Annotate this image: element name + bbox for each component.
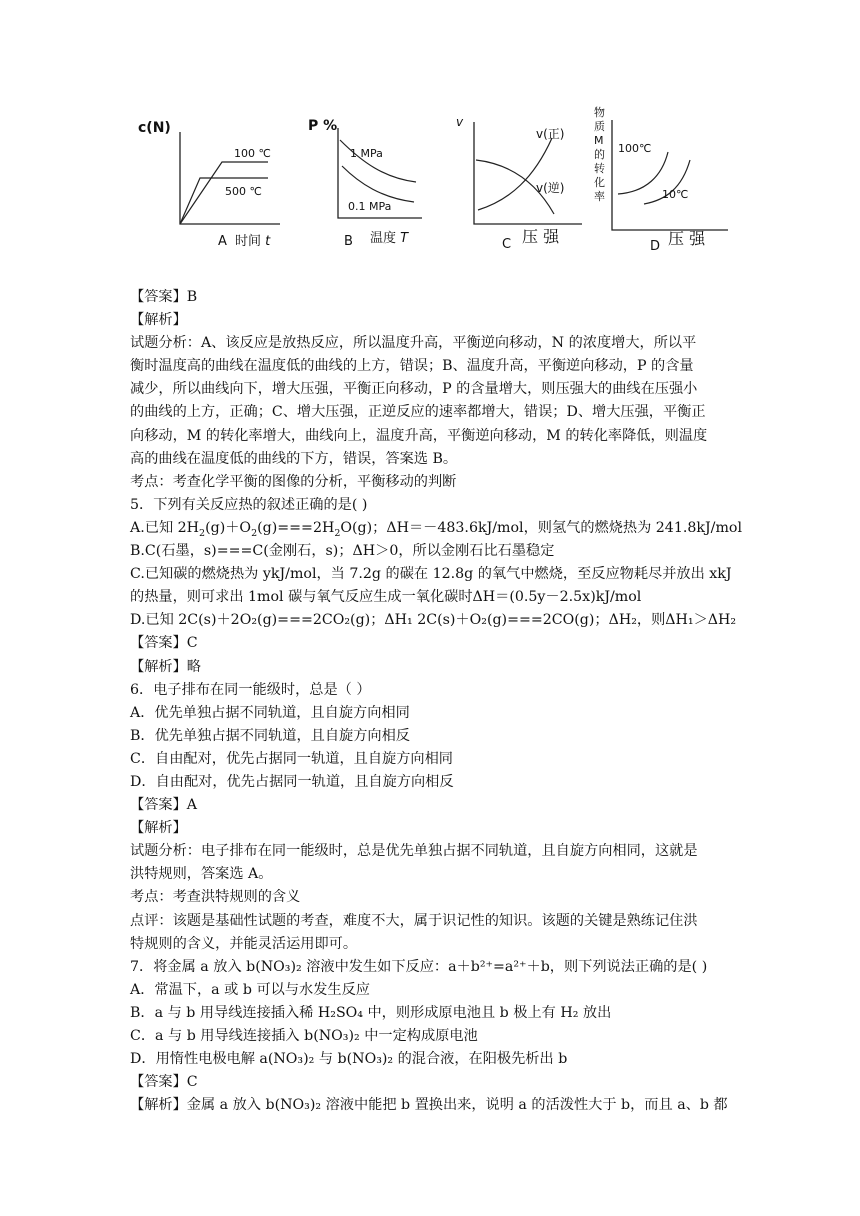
graph-c-ylabel: v xyxy=(456,115,464,129)
graph-a-xlabel xyxy=(235,233,271,249)
figure-row xyxy=(130,102,730,254)
graph-d-label-b: 10℃ xyxy=(662,188,689,201)
graph-b xyxy=(302,102,432,254)
answer-line: 【答案】C xyxy=(130,635,198,652)
q7-option-d: D．用惰性电极电解 a(NO₃)₂ 与 b(NO₃)₂ 的混合液，在阳极先析出 b xyxy=(130,1051,568,1068)
graph-a-letter: A xyxy=(218,234,227,249)
graph-b-xlabel xyxy=(370,230,409,246)
q6-option-d: D．自由配对，优先占据同一轨道，且自旋方向相反 xyxy=(130,773,454,790)
q5a-sub: 2 xyxy=(334,527,341,539)
q6-option-b: B．优先单独占据不同轨道，且自旋方向相反 xyxy=(130,727,410,744)
comment: 点评：该题是基础性试题的考查，难度不大，属于识记性的知识。该题的关键是熟练记住洪 xyxy=(130,912,698,929)
graph-a-xlabel-text: 时间 xyxy=(235,234,262,249)
graph-d-letter: D xyxy=(650,239,661,254)
q5-option-c: C.已知碳的燃烧热为 ykJ/mol，当 7.2g 的碳在 12.8g 的氧气中燃烧，至反应物耗尽并放出 xkJ xyxy=(130,566,732,583)
graph-c xyxy=(450,102,590,254)
analysis-text: 高的曲线在温度低的曲线的下方，错误，答案选 B。 xyxy=(130,450,458,467)
graph-d-ylabel: 物质 M 的转化率 xyxy=(594,106,605,203)
graph-d-xlabel: 压 强 xyxy=(668,229,706,248)
answer-line: 【答案】A xyxy=(130,797,197,814)
curve-0-1mpa xyxy=(342,166,414,202)
graph-d-label-a: 100℃ xyxy=(618,142,652,155)
q7-option-a: A．常温下，a 或 b 可以与水发生反应 xyxy=(130,981,370,998)
analysis-heading: 【解析】略 xyxy=(130,658,201,675)
analysis-text: 衡时温度高的曲线在温度低的曲线的上方，错误；B、温度升高，平衡逆向移动，P 的含量 xyxy=(130,358,694,375)
key-point: 考点：考查洪特规则的含义 xyxy=(130,889,301,906)
q7-option-b: B．a 与 b 用导线连接插入稀 H₂SO₄ 中，则形成原电池且 b 极上有 H₂ 放出 xyxy=(130,1004,612,1021)
q6-option-c: C．自由配对，优先占据同一轨道，且自旋方向相同 xyxy=(130,750,453,767)
q7-option-c: C．a 与 b 用导线连接插入 b(NO₃)₂ 中一定构成原电池 xyxy=(130,1028,478,1044)
graph-b-xvar: T xyxy=(400,231,409,246)
q5a-part: (g)===2H xyxy=(257,519,335,536)
curve-100c xyxy=(618,152,668,194)
q5a-sub: 2 xyxy=(199,527,206,539)
graph-b-ylabel: P % xyxy=(308,118,338,134)
q5-option-a xyxy=(130,517,742,540)
q5a-part: A.已知 2H xyxy=(130,519,200,536)
graph-d xyxy=(592,102,730,254)
q5a-part: O(g)；ΔH＝－483.6kJ/mol，则氢气的燃烧热为 241.8kJ/mol xyxy=(340,519,742,536)
graph-b-xlabel-text: 温度 xyxy=(370,231,397,246)
question-5: 5．下列有关反应热的叙述正确的是( ) xyxy=(130,496,368,513)
document-body xyxy=(130,286,742,1117)
analysis-text: 的曲线的上方，正确；C、增大压强，正逆反应的速率都增大，错误；D、增大压强，平衡正 xyxy=(130,404,706,421)
q5-option-d: D.已知 2C(s)＋2O₂(g)===2CO₂(g)；ΔH₁ 2C(s)＋O₂(g)===2CO(g)；ΔH₂，则ΔH₁＞ΔH₂ xyxy=(130,612,737,629)
analysis-text: 洪特规则，答案选 A。 xyxy=(130,866,273,883)
graph-a-ylabel: c(N) xyxy=(138,120,171,136)
graph-c-label-rev: v(逆) xyxy=(536,181,565,195)
q5a-part: (g)＋O xyxy=(205,519,252,536)
graph-a-label-high: 100 ℃ xyxy=(234,147,271,160)
comment: 特规则的含义，并能灵活运用即可。 xyxy=(130,935,358,952)
question-7: 7．将金属 a 放入 b(NO₃)₂ 溶液中发生如下反应：a＋b²⁺=a²⁺＋b，则下列说法正确的是( ) xyxy=(130,958,708,975)
analysis-heading: 【解析】 xyxy=(130,312,187,329)
graph-b-label-low: 0.1 MPa xyxy=(348,200,392,213)
analysis-text: 【解析】金属 a 放入 b(NO₃)₂ 溶液中能把 b 置换出来，说明 a 的活泼性大于 b，而且 a、b 都 xyxy=(130,1097,728,1114)
q5-option-b: B.C(石墨，s)===C(金刚石，s)；ΔH＞0，所以金刚石比石墨稳定 xyxy=(130,543,555,560)
key-point: 考点：考查化学平衡的图像的分析，平衡移动的判断 xyxy=(130,473,457,490)
answer-line: 【答案】C xyxy=(130,1074,198,1091)
answer-line: 【答案】B xyxy=(130,289,198,305)
question-6: 6．电子排布在同一能级时，总是（ ） xyxy=(130,681,371,698)
analysis-text: 向移动，M 的转化率增大，曲线向上，温度升高，平衡逆向移动，M 的转化率降低，则温度 xyxy=(130,427,708,444)
q5-option-c-cont: 的热量，则可求出 1mol 碳与氧气反应生成一氧化碳时ΔH＝(0.5y－2.5x)kJ/mol xyxy=(130,589,642,606)
graph-a xyxy=(130,102,280,254)
graph-c-xlabel: 压 强 xyxy=(522,227,560,246)
analysis-heading: 【解析】 xyxy=(130,820,187,837)
q6-option-a: A．优先单独占据不同轨道，且自旋方向相同 xyxy=(130,704,410,721)
analysis-text: 减少，所以曲线向下，增大压强，平衡正向移动，P 的含量增大，则压强大的曲线在压强小 xyxy=(130,381,698,398)
graph-b-label-high: 1 MPa xyxy=(350,147,383,160)
q5a-sub: 2 xyxy=(251,527,258,539)
analysis-text: 试题分析：电子排布在同一能级时，总是优先单独占据不同轨道，且自旋方向相同，这就是 xyxy=(130,843,698,860)
graph-b-letter: B xyxy=(344,234,353,249)
graph-c-letter: C xyxy=(502,237,512,252)
graph-a-xvar: t xyxy=(265,234,271,249)
graph-a-label-low: 500 ℃ xyxy=(225,185,262,198)
curve-forward-rate xyxy=(478,138,552,210)
analysis-text: 试题分析：A、该反应是放热反应，所以温度升高，平衡逆向移动，N 的浓度增大，所以平 xyxy=(130,335,697,352)
graph-c-label-fwd: v(正) xyxy=(536,127,565,141)
